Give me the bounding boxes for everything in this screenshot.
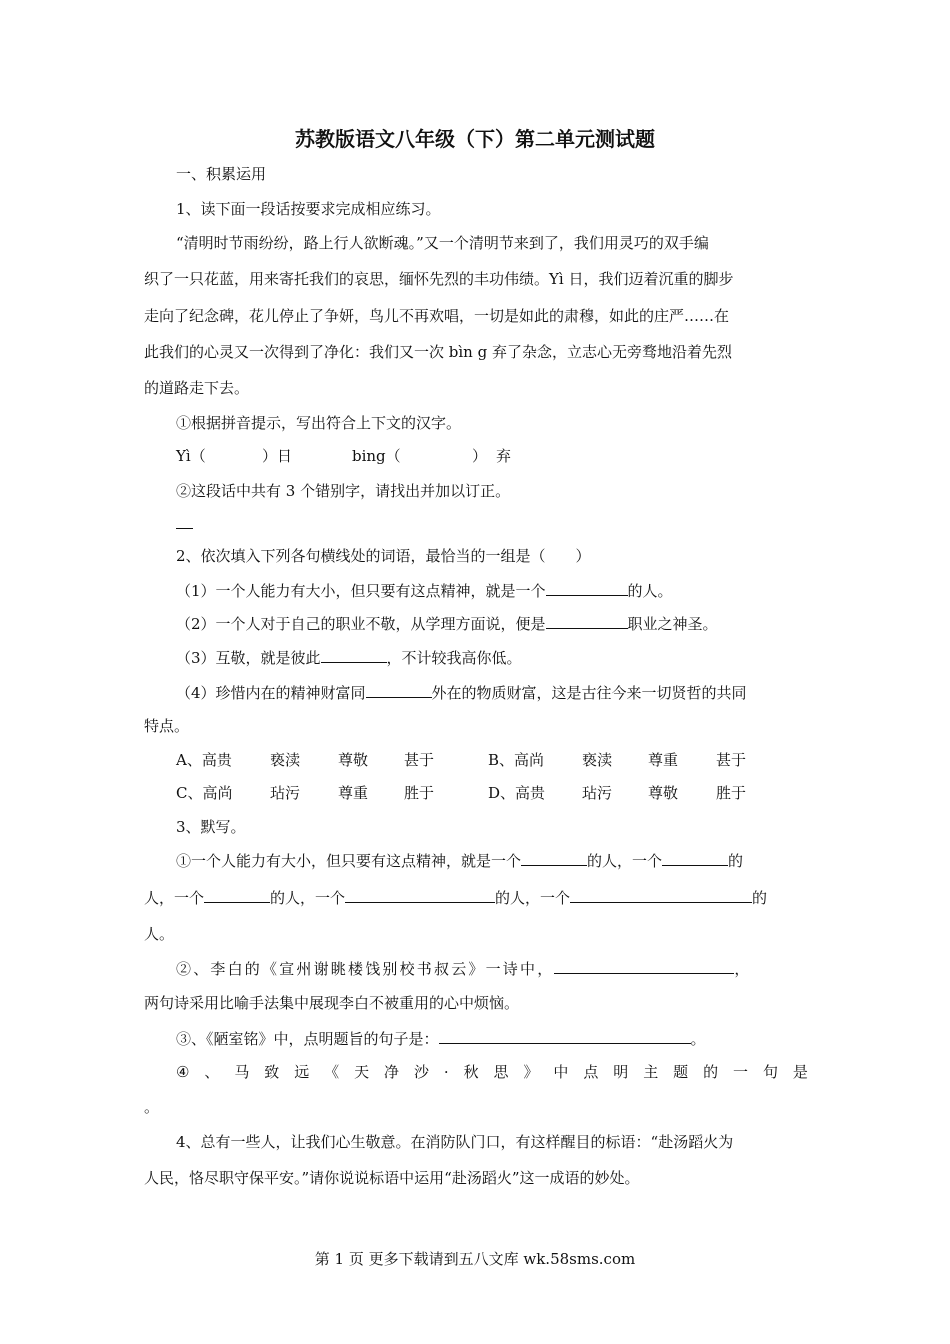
answer-blank bbox=[439, 1028, 691, 1044]
q2-sentence-1 bbox=[176, 580, 673, 601]
spread-char: 、 bbox=[204, 1063, 220, 1081]
section-heading: 一、积累运用 bbox=[176, 165, 267, 183]
option-word: B、高尚 bbox=[488, 751, 545, 769]
q1-qi: 弃 bbox=[496, 447, 512, 465]
q1-passage-line: 走向了纪念碑，花儿停止了争妍，鸟儿不再欢唱，一切是如此的肃穆，如此的庄严……在 bbox=[144, 307, 730, 325]
q2-prompt: 2、依次填入下列各句横线处的词语，最恰当的一组是（ ） bbox=[176, 547, 591, 565]
option-word: 甚于 bbox=[716, 751, 747, 769]
q1-bing-end: ） bbox=[472, 447, 488, 465]
answer-blank bbox=[554, 958, 734, 974]
q4-line-1: 4、总有一些人，让我们心生敬意。在消防队门口，有这样醒目的标语：“赴汤蹈火为 bbox=[176, 1133, 734, 1151]
option-word: 尊敬 bbox=[648, 784, 679, 802]
q2-s2-text: （2）一个人对于自己的职业不敬，从学理方面说，便是 bbox=[176, 615, 546, 633]
spread-char: 主 bbox=[643, 1063, 659, 1081]
q3-b4: 的 bbox=[752, 889, 768, 907]
option-word: D、高贵 bbox=[488, 784, 546, 802]
q1-sub1: ①根据拼音提示，写出符合上下文的汉字。 bbox=[176, 414, 462, 432]
q1-passage-line: 此我们的心灵又一次得到了净化：我们又一次 bìn g 弃了杂念，立志心无旁骛地沿着先烈 bbox=[144, 343, 732, 361]
q2-sentence-3 bbox=[176, 647, 522, 668]
answer-blank bbox=[521, 850, 587, 866]
q3-line-8: 。 bbox=[144, 1098, 160, 1116]
q2-s3-text: （3）互敬，就是彼此 bbox=[176, 649, 321, 667]
page-title: 苏教版语文八年级（下）第二单元测试题 bbox=[295, 127, 655, 151]
option-word: 胜于 bbox=[404, 784, 435, 802]
spread-char: 中 bbox=[553, 1063, 569, 1081]
option-word: 亵渎 bbox=[270, 751, 301, 769]
q4-line-2: 人民，恪尽职守保平安。”请你说说标语中运用“赴汤蹈火”这一成语的妙处。 bbox=[144, 1169, 640, 1187]
q1-passage-line: “清明时节雨纷纷，路上行人欲断魂。”又一个清明节来到了，我们用灵巧的双手编 bbox=[176, 234, 709, 252]
q2-sentence-2 bbox=[176, 613, 718, 634]
q3-b2: 的人，一个 bbox=[270, 889, 346, 907]
q2-s4-end: 外在的物质财富，这是古往今来一切贤哲的共同 bbox=[431, 684, 747, 702]
option-word: 玷污 bbox=[582, 784, 613, 802]
q3-line-2 bbox=[144, 887, 767, 908]
q3-a3: 的 bbox=[728, 852, 744, 870]
answer-blank bbox=[546, 580, 628, 596]
spread-char: · bbox=[443, 1063, 449, 1081]
q3-d2: ， bbox=[734, 960, 752, 978]
q3-f1: ③、《陋室铭》中，点明题旨的句子是： bbox=[176, 1030, 439, 1048]
spread-char: 天 bbox=[354, 1063, 370, 1081]
spread-char: 》 bbox=[523, 1063, 539, 1081]
q3-line-7 bbox=[176, 1062, 808, 1082]
answer-blank bbox=[366, 682, 432, 698]
option-word: 尊重 bbox=[338, 784, 369, 802]
q3-d1: ②、李白的《宣州谢眺楼饯别校书叔云》一诗中， bbox=[176, 960, 555, 978]
q1-passage-line: 的道路走下去。 bbox=[144, 379, 250, 397]
spread-char: 净 bbox=[384, 1063, 400, 1081]
q2-s2-end: 职业之神圣。 bbox=[627, 615, 718, 633]
spread-char: 马 bbox=[234, 1063, 250, 1081]
q2-s4-continued: 特点。 bbox=[144, 717, 190, 735]
answer-blank bbox=[321, 647, 387, 663]
option-word: 胜于 bbox=[716, 784, 747, 802]
q3-b1: 人，一个 bbox=[144, 889, 205, 907]
q3-line-1 bbox=[176, 850, 743, 871]
spread-char: 句 bbox=[762, 1063, 778, 1081]
page-footer: 第 1 页 更多下载请到五八文库 wk.58sms.com bbox=[314, 1250, 636, 1268]
spread-char: ④ bbox=[176, 1063, 190, 1081]
spread-char: 秋 bbox=[463, 1063, 479, 1081]
option-word: 尊重 bbox=[648, 751, 679, 769]
q2-s3-end: ，不计较我高你低。 bbox=[386, 649, 522, 667]
answer-blank bbox=[662, 850, 728, 866]
q1-sub2: ②这段话中共有 3 个错别字，请找出并加以订正。 bbox=[176, 482, 511, 500]
q3-line-5: 两句诗采用比喻手法集中展现李白不被重用的心中烦恼。 bbox=[144, 994, 520, 1012]
spread-char: 沙 bbox=[413, 1063, 429, 1081]
q3-a1: ①一个人能力有大小，但只要有这点精神，就是一个 bbox=[176, 852, 522, 870]
q3-line-4 bbox=[176, 958, 752, 979]
q2-s1-text: （1）一个人能力有大小，但只要有这点精神，就是一个 bbox=[176, 582, 546, 600]
spread-char: 远 bbox=[294, 1063, 310, 1081]
q1-bing-label: bing（ bbox=[352, 447, 401, 465]
q1-passage-line: 织了一只花蓝，用来寄托我们的哀思，缅怀先烈的丰功伟绩。Yì 日，我们迈着沉重的脚步 bbox=[144, 270, 734, 288]
spread-char: 一 bbox=[733, 1063, 749, 1081]
spread-char: 《 bbox=[324, 1063, 340, 1081]
answer-blank bbox=[570, 887, 752, 903]
option-word: 甚于 bbox=[404, 751, 435, 769]
option-word: 玷污 bbox=[270, 784, 301, 802]
spread-char: 的 bbox=[703, 1063, 719, 1081]
spread-char: 题 bbox=[673, 1063, 689, 1081]
answer-blank bbox=[176, 528, 193, 529]
q2-sentence-4 bbox=[176, 682, 747, 703]
q3-b3: 的人，一个 bbox=[495, 889, 571, 907]
q1-yi-label: Yì（ bbox=[176, 447, 206, 465]
answer-blank bbox=[204, 887, 270, 903]
spread-char: 是 bbox=[792, 1063, 808, 1081]
q2-s1-end: 的人。 bbox=[627, 582, 673, 600]
answer-blank bbox=[546, 613, 628, 629]
spread-char: 点 bbox=[583, 1063, 599, 1081]
q3-f2: 。 bbox=[690, 1030, 706, 1048]
answer-blank bbox=[345, 887, 495, 903]
option-word: C、高尚 bbox=[176, 784, 233, 802]
option-word: 亵渎 bbox=[582, 751, 613, 769]
spread-char: 思 bbox=[493, 1063, 509, 1081]
q3-prompt: 3、默写。 bbox=[176, 818, 246, 836]
q3-line-3: 人。 bbox=[144, 925, 175, 943]
option-word: 尊敬 bbox=[338, 751, 369, 769]
spread-char: 明 bbox=[613, 1063, 629, 1081]
q3-line-6 bbox=[176, 1028, 706, 1049]
q1-prompt: 1、读下面一段话按要求完成相应练习。 bbox=[176, 200, 441, 218]
q2-s4-text: （4）珍惜内在的精神财富同 bbox=[176, 684, 366, 702]
option-word: A、高贵 bbox=[176, 751, 232, 769]
q1-yi-end: ）日 bbox=[262, 447, 293, 465]
q3-a2: 的人，一个 bbox=[587, 852, 663, 870]
spread-char: 致 bbox=[264, 1063, 280, 1081]
